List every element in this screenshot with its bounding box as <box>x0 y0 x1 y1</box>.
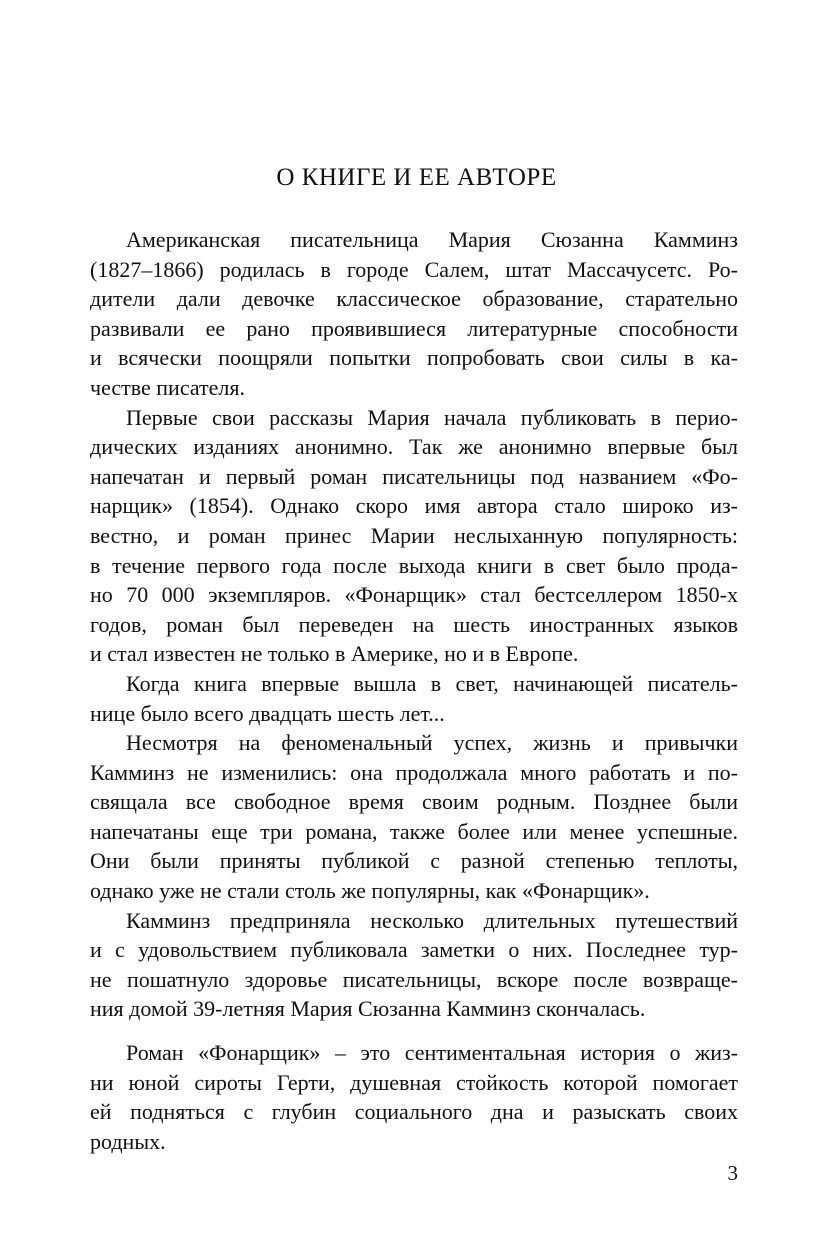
text-line: свящала все свободное время своим родным. Позднее были <box>90 789 738 815</box>
text-line: и с удовольствием публиковала заметки о них. Последнее тур- <box>90 937 738 963</box>
text-line: годов, роман был переведен на шесть иностранных языков <box>90 611 738 637</box>
text-line: Они были приняты публикой с разной степенью теплоты, <box>90 848 738 874</box>
text-line: Камминз предприняла несколько длительных путешествий <box>126 907 738 933</box>
body-text <box>90 225 738 1156</box>
text-line: (1827–1866) родилась в городе Салем, штат Массачусетс. Ро- <box>90 256 738 282</box>
text-line: дители дали девочке классическое образование, старательно <box>90 286 738 312</box>
text-line: напечатан и первый роман писательницы под названием «Фо- <box>90 463 738 489</box>
text-line: однако уже не стали столь же популярны, как «Фонарщик». <box>90 878 650 904</box>
text-line: Несмотря на феноменальный успех, жизнь и привычки <box>126 730 738 756</box>
page-number: 3 <box>727 1161 738 1185</box>
paragraph <box>90 403 738 669</box>
text-line: ей подняться с глубин социального дна и разыскать своих <box>90 1099 738 1125</box>
paragraph <box>90 669 738 728</box>
text-line: нарщик» (1854). Однако скоро имя автора стало широко из- <box>90 493 738 519</box>
text-line: в течение первого года после выхода книги в свет было прода- <box>90 552 738 578</box>
text-line: Роман «Фонарщик» – это сентиментальная история о жиз- <box>126 1040 738 1066</box>
page-title: О КНИГЕ И ЕЕ АВТОРЕ <box>276 164 557 191</box>
text-line: нице было всего двадцать шесть лет... <box>90 700 445 726</box>
text-line: ния домой 39-летняя Мария Сюзанна Камминз скончалась. <box>90 996 646 1022</box>
text-line: но 70 000 экземпляров. «Фонарщик» стал бестселлером 1850-х <box>90 582 738 608</box>
text-line: ни юной сироты Герти, душевная стойкость которой помогает <box>90 1069 738 1095</box>
text-line: не пошатнуло здоровье писательницы, вскоре после возвраще- <box>90 966 738 992</box>
paragraph <box>90 728 738 906</box>
text-line: родных. <box>90 1128 166 1154</box>
text-line: дических изданиях анонимно. Так же анонимно впервые был <box>90 434 738 460</box>
section-gap <box>90 1024 738 1038</box>
text-line: и всячески поощряли попытки попробовать свои силы в ка- <box>90 345 738 371</box>
text-line: Камминз не изменились: она продолжала много работать и по- <box>90 759 738 785</box>
text-line: напечатаны еще три романа, также более или менее успешные. <box>90 818 738 844</box>
text-line: вестно, и роман принес Марии неслыханную популярность: <box>90 522 738 548</box>
text-line: честве писателя. <box>90 374 246 400</box>
text-line: Первые свои рассказы Мария начала публиковать в перио- <box>126 404 738 430</box>
paragraph <box>90 1038 738 1156</box>
text-line: и стал известен не только в Америке, но и в Европе. <box>90 641 579 667</box>
text-line: Американская писательница Мария Сюзанна Камминз <box>126 227 738 252</box>
text-line: Когда книга впервые вышла в свет, начинающей писатель- <box>126 670 738 696</box>
paragraph <box>90 225 738 403</box>
text-line: развивали ее рано проявившиеся литературные способности <box>90 315 738 341</box>
paragraph <box>90 906 738 1024</box>
